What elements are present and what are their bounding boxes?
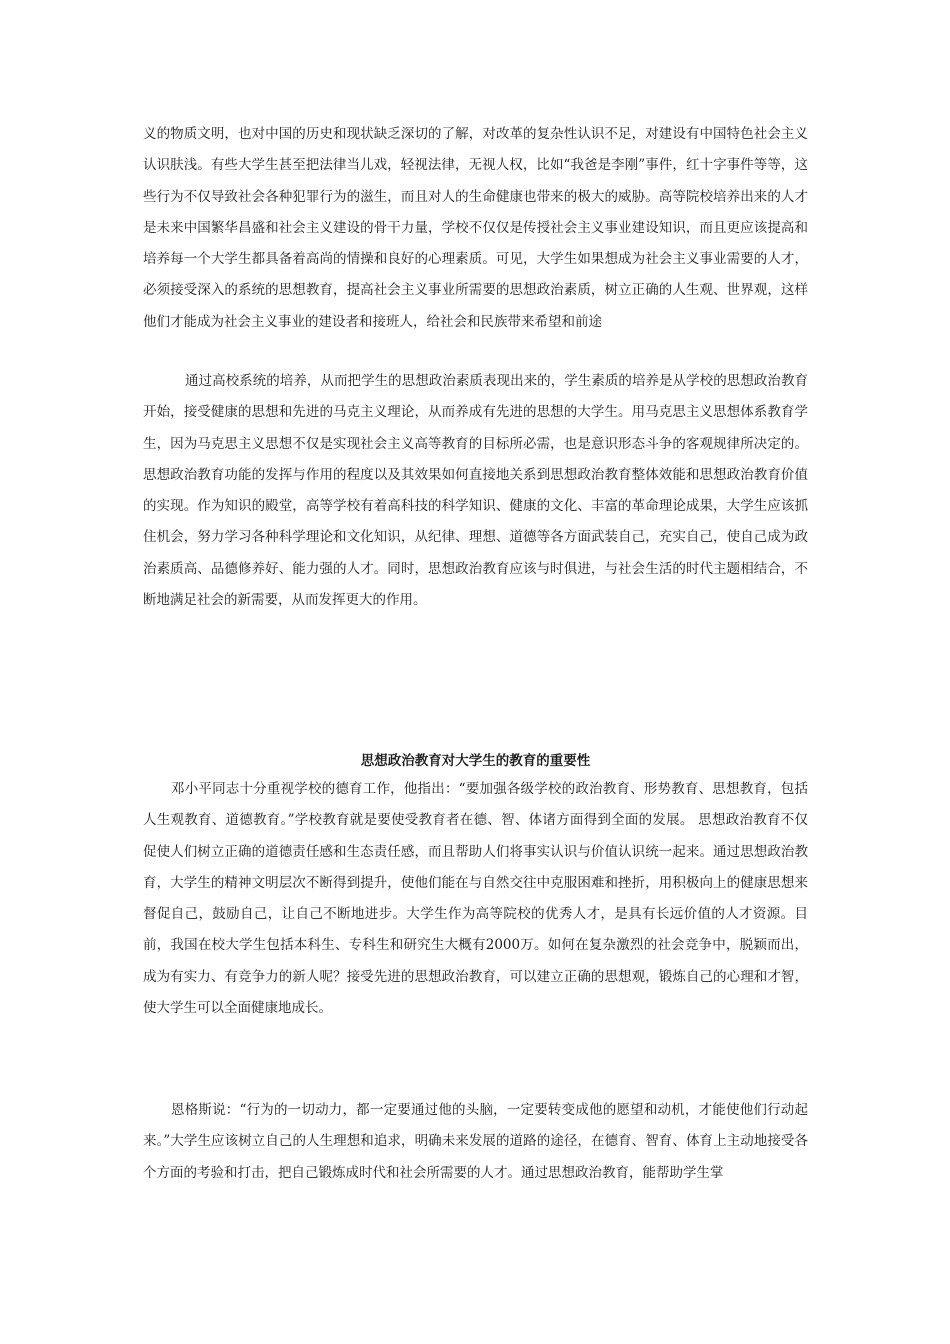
body-paragraph-1: 义的物质文明，也对中国的历史和现状缺乏深切的了解，对改革的复杂性认识不足，对建设有中国特色社会主义认识肤浅。有些大学生甚至把法律当儿戏，轻视法律，无视人权，比如“我爸是李刚”事件，红十字事件等等，这些行为不仅导致社会各种犯罪行为的滋生，而且对人的生命健康也带来的极大的威胁。高等院校培养出来的人才是未来中国繁华昌盛和社会主义建设的骨干力量，学校不仅仅是传授社会主义事业建设知识，而且更应该提高和培养每一个大学生都具备着高尚的情操和良好的心理素质。可见，大学生如果想成为社会主义事业需要的人才，必须接受深入的系统的思想教育，提高社会主义事业所需要的思想政治素质，树立正确的人生观、世界观，这样他们才能成为社会主义事业的建设者和接班人，给社会和民族带来希望和前途 xyxy=(143,126,808,330)
body-paragraph-3: 邓小平同志十分重视学校的德育工作，他指出：“要加强各级学校的政治教育、形势教育、思想教育，包括人生观教育、道德教育。”学校教育就是要使受教育者在德、智、体诸方面得到全面的发展。 思想政治教育不仅促使人们树立正确的道德责任感和生态责任感，而且帮助人们将事实认识与价值认识统一起来。通过思想政治教育，大学生的精神文明层次不断得到提升，使他们能在与自然交往中克服困难和挫折，用积极向上的健康思想来督促自己，鼓励自己，让自己不断地进步。大学生作为高等院校的优秀人才，是具有长远价值的人才资源。目前，我国在校大学生包括本科生、专科生和研究生大概有2000万。如何在复杂激烈的社会竞争中，脱颖而出，成为有实力、有竞争力的新人呢？接受先进的思想政治教育，可以建立正确的思想观，锻炼自己的心理和才智，使大学生可以全面健康地成长。 xyxy=(143,781,808,1017)
body-paragraph-4: 恩格斯说：“行为的一切动力，都一定要通过他的头脑，一定要转变成他的愿望和动机，才能使他们行动起来。”大学生应该树立自己的人生理想和追求，明确未来发展的道路的途径，在德育、智育、体育上主动地接受各个方面的考验和打击，把自己锻炼成时代和社会所需要的人才。通过思想政治教育，能帮助学生掌 xyxy=(143,1102,808,1181)
body-paragraph-2: 通过高校系统的培养，从而把学生的思想政治素质表现出来的，学生素质的培养是从学校的思想政治教育开始，接受健康的思想和先进的马克主义理论，从而养成有先进的思想的大学生。用马克思主义思想体系教育学生，因为马克思主义思想不仅是实现社会主义高等教育的目标所必需，也是意识形态斗争的客观规律所决定的。思想政治教育功能的发挥与作用的程度以及其效果如何直接地关系到思想政治教育整体效能和思想政治教育价值的实现。作为知识的殿堂，高等学校有着高科技的科学知识、健康的文化、丰富的革命理论成果，大学生应该抓住机会，努力学习各种科学理论和文化知识，从纪律、理想、道德等各方面武装自己，充实自己，使自己成为政治素质高、品德修养好、能力强的人才。同时，思想政治教育应该与时俱进，与社会生活的时代主题相结合，不断地满足社会的新需要，从而发挥更大的作用。 xyxy=(143,373,808,609)
section-heading: 思想政治教育对大学生的教育的重要性 xyxy=(360,753,591,769)
